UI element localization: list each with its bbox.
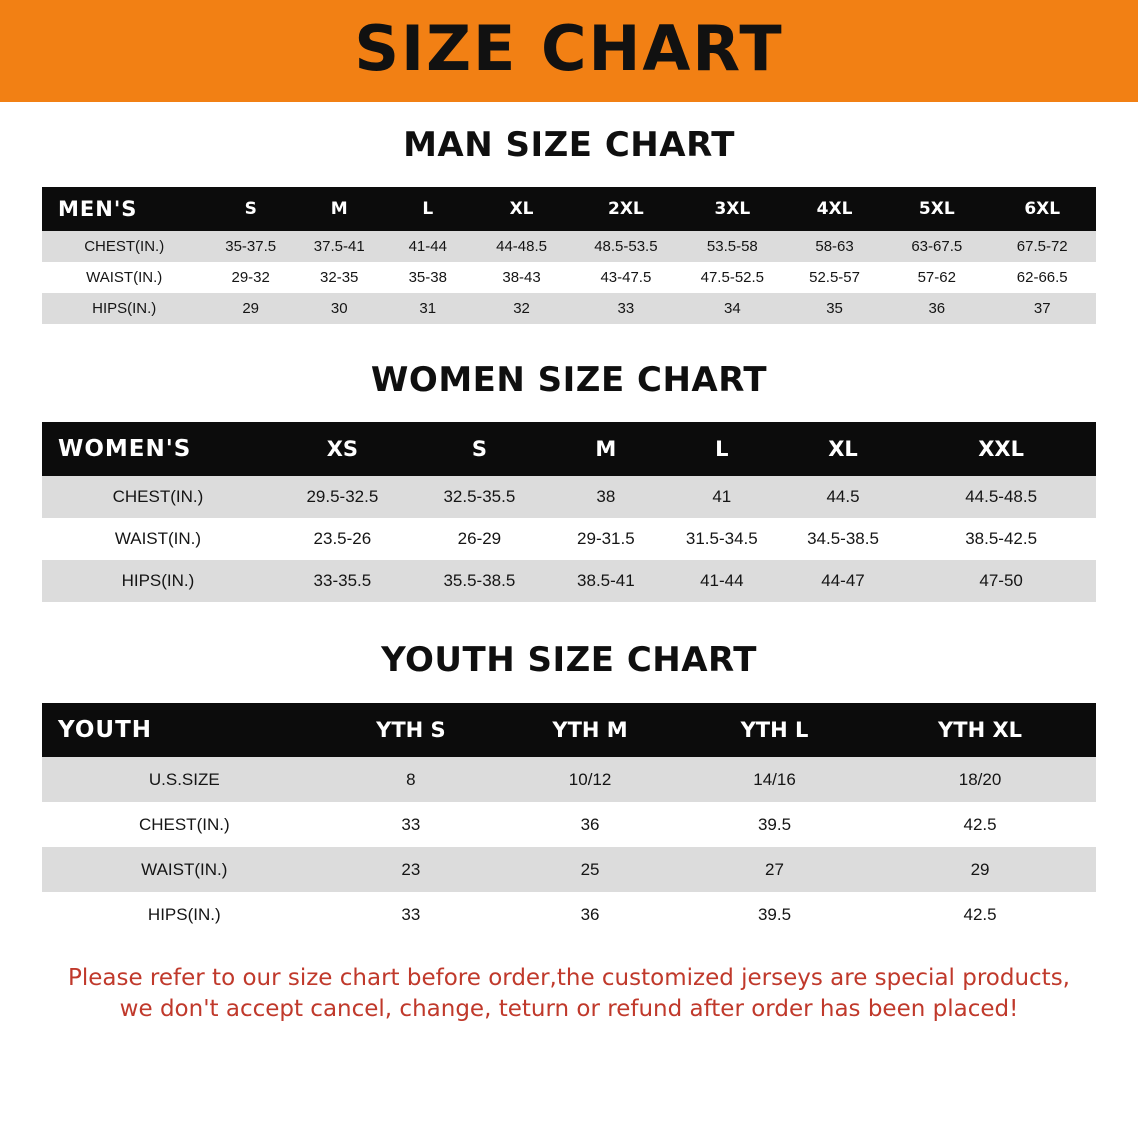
man-cell: 41-44 bbox=[408, 238, 447, 255]
man-header-cell: 5XL bbox=[918, 199, 955, 219]
women-header-cell: S bbox=[471, 437, 487, 461]
man-cell: 52.5-57 bbox=[809, 269, 860, 286]
man-section-title: MAN SIZE CHART bbox=[403, 125, 735, 165]
man-table-wrap bbox=[42, 187, 1096, 324]
women-cell: 35.5-38.5 bbox=[443, 571, 516, 590]
youth-size-table bbox=[42, 703, 1096, 937]
youth-cell: 18/20 bbox=[958, 769, 1002, 789]
man-header-cell: S bbox=[244, 199, 257, 219]
table-row bbox=[42, 476, 1096, 518]
youth-cell: 39.5 bbox=[757, 814, 792, 834]
youth-header-cell: YOUTH bbox=[58, 717, 153, 743]
youth-table-wrap bbox=[42, 703, 1096, 937]
youth-header-cell: YTH S bbox=[376, 718, 446, 742]
man-cell: 37.5-41 bbox=[313, 238, 365, 255]
note-line-2: we don't accept cancel, change, teturn or refund after order has been placed! bbox=[119, 996, 1019, 1023]
youth-section-title: YOUTH SIZE CHART bbox=[381, 640, 757, 680]
youth-header-cell: YTH L bbox=[740, 718, 809, 742]
disclaimer-note bbox=[40, 963, 1098, 1025]
women-header-cell: XL bbox=[828, 437, 858, 461]
youth-cell: 14/16 bbox=[753, 769, 796, 789]
youth-cell: 27 bbox=[765, 859, 784, 879]
table-row bbox=[42, 231, 1096, 262]
man-header-cell: 4XL bbox=[816, 199, 853, 219]
man-row-label: CHEST(IN.) bbox=[84, 238, 165, 255]
youth-cell: 42.5 bbox=[963, 814, 997, 834]
man-cell: 63-67.5 bbox=[911, 238, 963, 255]
women-cell: 44.5 bbox=[826, 487, 860, 506]
women-header-cell: XXL bbox=[978, 437, 1024, 461]
youth-cell: 29 bbox=[970, 859, 990, 879]
youth-cell: 39.5 bbox=[757, 904, 792, 924]
man-cell: 29-32 bbox=[231, 269, 270, 286]
man-header-cell: XL bbox=[509, 199, 534, 219]
youth-header-cell: YTH XL bbox=[938, 718, 1023, 742]
women-section-title: WOMEN SIZE CHART bbox=[370, 360, 768, 400]
youth-cell: 8 bbox=[406, 769, 416, 789]
man-header-cell: M bbox=[330, 199, 348, 219]
man-cell: 58-63 bbox=[815, 238, 854, 255]
youth-cell: 33 bbox=[401, 814, 421, 834]
women-cell: 44-47 bbox=[821, 571, 865, 590]
women-table-wrap bbox=[42, 422, 1096, 602]
youth-row-label: HIPS(IN.) bbox=[147, 904, 221, 924]
man-cell: 33 bbox=[617, 300, 635, 317]
youth-row-label: WAIST(IN.) bbox=[141, 859, 228, 879]
youth-cell: 10/12 bbox=[568, 769, 612, 789]
youth-cell: 23 bbox=[401, 859, 421, 879]
women-row-label: CHEST(IN.) bbox=[112, 487, 204, 506]
youth-row-label: U.S.SIZE bbox=[148, 769, 220, 789]
women-cell: 41 bbox=[712, 487, 732, 506]
man-cell: 35-37.5 bbox=[225, 238, 277, 255]
man-cell: 35-38 bbox=[408, 269, 447, 286]
women-header-cell: M bbox=[595, 437, 617, 461]
man-cell: 53.5-58 bbox=[706, 238, 758, 255]
man-cell: 29 bbox=[242, 300, 260, 317]
table-row bbox=[42, 757, 1096, 802]
man-cell: 57-62 bbox=[917, 269, 956, 286]
man-header-cell: 3XL bbox=[714, 199, 751, 219]
women-header-row bbox=[42, 422, 1096, 476]
youth-row-label: CHEST(IN.) bbox=[138, 814, 230, 834]
man-cell: 43-47.5 bbox=[600, 269, 652, 286]
man-cell: 38-43 bbox=[502, 269, 541, 286]
man-row-label: WAIST(IN.) bbox=[86, 269, 163, 286]
man-header-row bbox=[42, 187, 1096, 231]
youth-cell: 36 bbox=[580, 904, 600, 924]
man-cell: 48.5-53.5 bbox=[594, 238, 658, 255]
man-cell: 35 bbox=[826, 300, 843, 317]
women-header-cell: WOMEN'S bbox=[58, 436, 192, 462]
women-header-cell: XS bbox=[326, 437, 359, 461]
man-cell: 31 bbox=[419, 300, 437, 317]
table-row bbox=[42, 802, 1096, 847]
table-row bbox=[42, 293, 1096, 324]
man-cell: 30 bbox=[330, 300, 348, 317]
women-cell: 38.5-42.5 bbox=[965, 529, 1038, 548]
note-line-1: Please refer to our size chart before order,the customized jerseys are special products, bbox=[67, 965, 1070, 991]
man-cell: 34 bbox=[723, 300, 741, 317]
man-cell: 37 bbox=[1033, 300, 1051, 317]
women-cell: 44.5-48.5 bbox=[965, 487, 1038, 506]
page-title: SIZE CHART bbox=[354, 12, 784, 85]
table-row bbox=[42, 847, 1096, 892]
man-header-cell: L bbox=[422, 199, 434, 219]
youth-cell: 36 bbox=[580, 814, 600, 834]
women-cell: 29-31.5 bbox=[577, 529, 635, 548]
table-row bbox=[42, 560, 1096, 602]
header-banner bbox=[0, 0, 1138, 102]
women-cell: 38.5-41 bbox=[577, 571, 635, 590]
women-cell: 34.5-38.5 bbox=[807, 529, 879, 548]
women-cell: 29.5-32.5 bbox=[306, 487, 379, 506]
youth-cell: 42.5 bbox=[963, 904, 997, 924]
man-header-cell: 2XL bbox=[607, 199, 644, 219]
women-cell: 31.5-34.5 bbox=[685, 529, 758, 548]
table-row bbox=[42, 262, 1096, 293]
women-cell: 32.5-35.5 bbox=[443, 487, 516, 506]
man-cell: 62-66.5 bbox=[1016, 269, 1068, 286]
youth-header-row bbox=[42, 703, 1096, 757]
man-cell: 32 bbox=[513, 300, 530, 317]
table-row bbox=[42, 518, 1096, 560]
women-header-cell: L bbox=[715, 437, 729, 461]
women-cell: 26-29 bbox=[457, 529, 502, 548]
women-cell: 38 bbox=[596, 487, 616, 506]
women-cell: 47-50 bbox=[979, 571, 1023, 590]
women-row-label: WAIST(IN.) bbox=[114, 529, 202, 548]
man-cell: 36 bbox=[928, 300, 946, 317]
man-size-table bbox=[42, 187, 1096, 324]
women-row-label: HIPS(IN.) bbox=[121, 571, 195, 590]
man-row-label: HIPS(IN.) bbox=[92, 300, 157, 317]
women-cell: 33-35.5 bbox=[313, 571, 372, 590]
women-size-table bbox=[42, 422, 1096, 602]
table-row bbox=[42, 892, 1096, 937]
man-header-cell: MEN'S bbox=[58, 197, 138, 221]
youth-cell: 25 bbox=[580, 859, 600, 879]
women-cell: 23.5-26 bbox=[313, 529, 372, 548]
women-cell: 41-44 bbox=[700, 571, 744, 590]
man-cell: 44-48.5 bbox=[496, 238, 547, 255]
youth-header-cell: YTH M bbox=[552, 718, 628, 742]
man-cell: 67.5-72 bbox=[1016, 238, 1068, 255]
man-cell: 47.5-52.5 bbox=[700, 269, 765, 286]
youth-cell: 33 bbox=[401, 904, 421, 924]
man-cell: 32-35 bbox=[320, 269, 359, 286]
man-header-cell: 6XL bbox=[1024, 199, 1061, 219]
